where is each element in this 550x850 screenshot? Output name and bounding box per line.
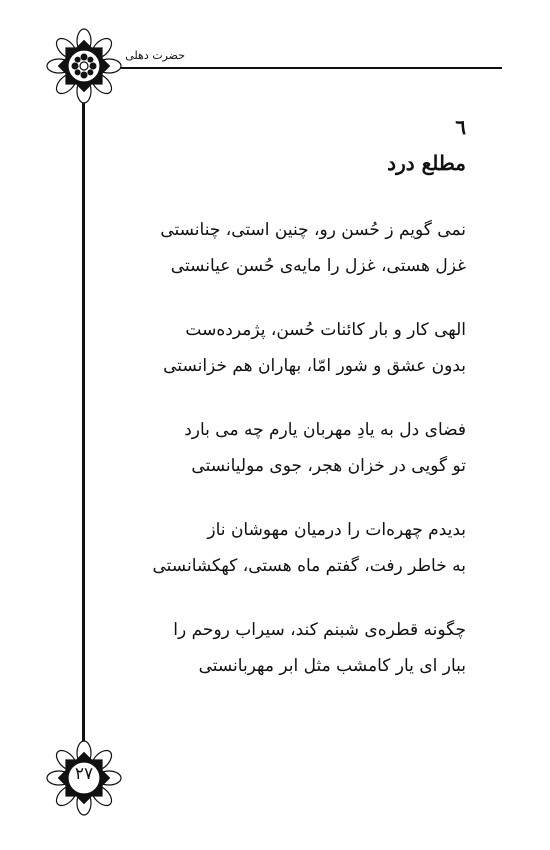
rosette-ornament-icon [44,26,124,106]
margin-rule [82,70,85,770]
verse-line: فضای دل به یادِ مهربان یارم چه می بارد [184,420,466,440]
stanza [86,612,466,684]
verse-line: به خاطر رفت، گفتم ماه هستی، کهکشانستی [152,556,466,576]
poem-number: ٦ [455,115,466,139]
verse-line: تو گویی در خزان هجر، جوی مولیانستی [191,456,466,476]
verse-line: الهی کار و بار کائنات حُسن، پژمرده‌ست [185,320,466,340]
verse-line: ببار ای یار کامشب مثل ابر مهربانستی [198,656,466,676]
stanza [86,512,466,584]
verse-line: بدون عشق و شور امّا، بهاران هم خزانستی [163,356,466,376]
poem-stanzas [86,212,466,684]
poem-title: مطلع درد [387,151,466,175]
verse-line: چگونه قطره‌ی شبنم کند، سیراب روحم را [173,620,466,640]
poem [86,112,466,712]
stanza [86,412,466,484]
verse-line: نمی گویم ز حُسن رو، چنین استی، چنانستی [160,220,466,240]
header-rule [80,67,502,69]
running-header-title: حضرت دهلی [125,49,185,62]
verse-line: بدیدم چهره‌ات را درمیان مهوشان ناز [207,520,466,540]
page-number: ۲۷ [74,764,94,784]
verse-line: غزل هستی، غزل را مایه‌ی حُسن عیانستی [170,256,466,276]
stanza [86,212,466,284]
stanza [86,312,466,384]
